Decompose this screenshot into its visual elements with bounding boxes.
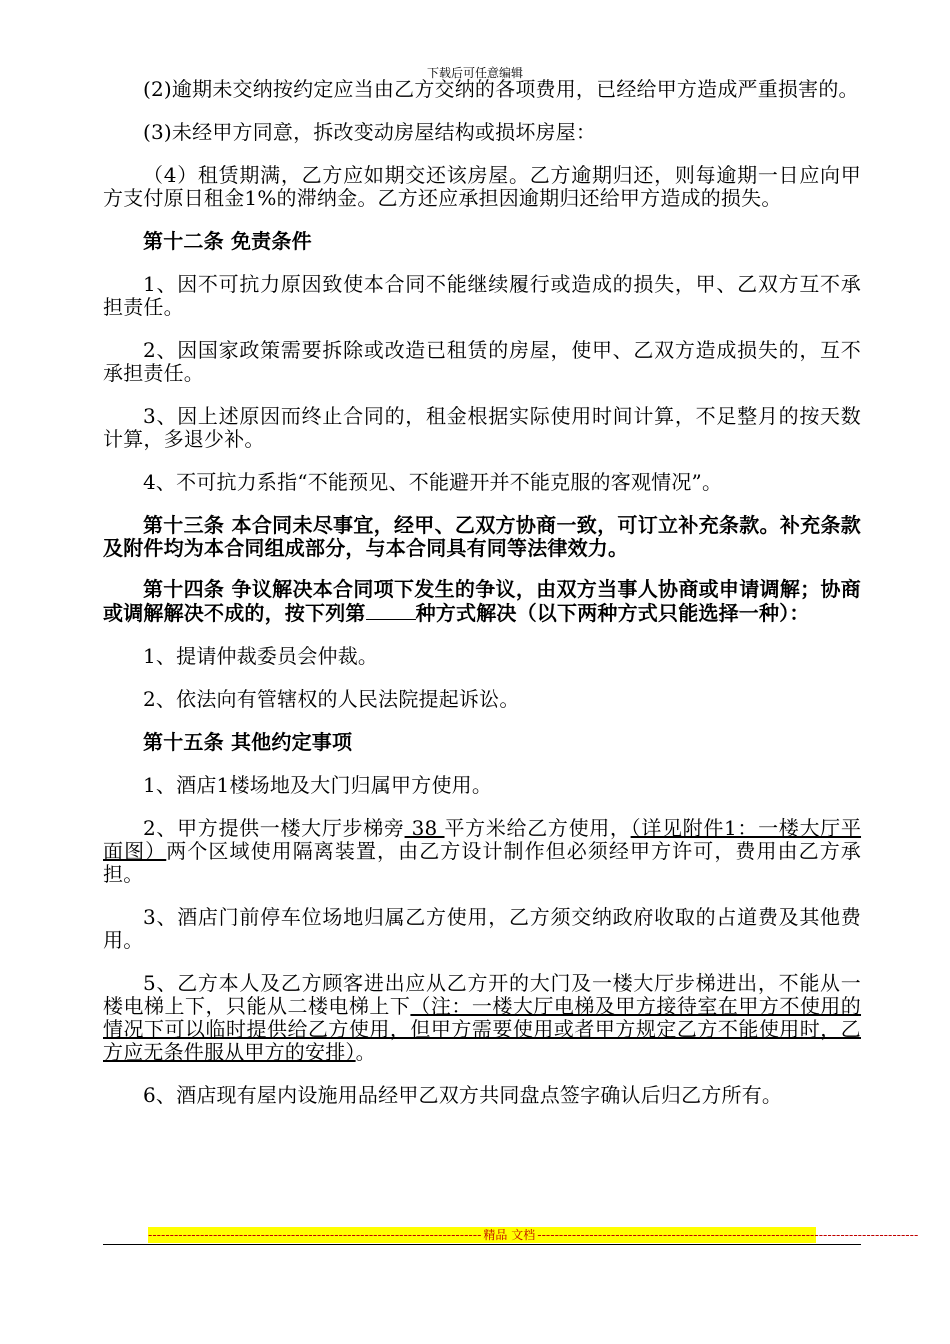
item-5-note: （注：一楼大厅电梯及甲方接待室在甲方不使用的情况下可以临时提供给乙方使用，但甲方需要使用或者甲方规定乙方不能使用时，乙方应无条件服从甲方的安排）	[103, 994, 862, 1064]
clause-item-3: (3)未经甲方同意，拆改变动房屋结构或损坏房屋：	[143, 120, 597, 144]
article-15-item-1: 1、酒店1楼场地及大门归属甲方使用。	[143, 773, 493, 797]
article-15-item-6: 6、酒店现有屋内设施用品经甲乙双方共同盘点签字确认后归乙方所有。	[143, 1083, 783, 1107]
article-12-heading: 第十二条 免责条件	[143, 229, 312, 253]
footer-banner	[148, 1227, 919, 1243]
article-15-item-2	[103, 817, 861, 886]
article-15-heading: 第十五条 其他约定事项	[143, 730, 353, 754]
article-14-option-1: 1、提请仲裁委员会仲裁。	[143, 644, 379, 668]
item-2-area-value: 38	[404, 816, 445, 840]
item-5-text-a: 5、乙方本人及乙方顾客进出应从乙方开的大门及一楼大厅步梯进出，不能从一楼电梯上下，只能从二楼电梯上下	[103, 971, 861, 1018]
article-13: 第十三条 本合同未尽事宜，经甲、乙双方协商一致，可订立补充条款。补充条款及附件均为本合同组成部分，与本合同具有同等法律效力。	[103, 513, 861, 560]
clause-item-2: (2)逾期未交纳按约定应当由乙方交纳的各项费用，已经给甲方造成严重损害的。	[143, 77, 859, 101]
article-15-item-3: 3、酒店门前停车位场地归属乙方使用，乙方须交纳政府收取的占道费及其他费用。	[103, 905, 861, 952]
footer-dashes-right: ----------------------------------------------------------------------------------------	[537, 1228, 919, 1242]
article-12-item-2: 2、因国家政策需要拆除或改造已租赁的房屋，使甲、乙双方造成损失的，互不承担责任。	[103, 338, 861, 385]
item-2-text-b: 平方米给乙方使用，	[444, 816, 631, 840]
article-12-item-3: 3、因上述原因而终止合同的，租金根据实际使用时间计算，不足整月的按天数计算，多退少补。	[103, 404, 861, 451]
item-2-text-a: 2、甲方提供一楼大厅步梯旁	[143, 816, 405, 840]
item-5-text-b: 。	[355, 1040, 376, 1064]
item-2-text-c: 两个区域使用隔离装置，由乙方设计制作但必须经甲方许可，费用由乙方承担。	[103, 839, 861, 886]
item-2-attachment-ref: （详见附件1：一楼大厅平面图）	[103, 816, 862, 863]
article-14-text-after: 种方式解决（以下两种方式只能选择一种）：	[415, 601, 810, 625]
article-15-item-5	[103, 972, 861, 1064]
document-body	[103, 78, 861, 1127]
article-14	[103, 578, 861, 625]
footer-divider	[103, 1244, 861, 1245]
footer-dashes-left: -----------------------------------------------------------------------------	[148, 1228, 482, 1242]
article-14-text-before: 第十四条 争议解决本合同项下发生的争议，由双方当事人协商或申请调解；协商或调解解决不成的，按下列第	[103, 577, 861, 625]
footer-label: 精品 文档	[483, 1228, 536, 1242]
header-note: 下载后可任意编辑	[426, 66, 523, 80]
article-14-option-2: 2、依法向有管辖权的人民法院提起诉讼。	[143, 687, 520, 711]
choice-blank	[366, 601, 416, 620]
article-12-item-4: 4、不可抗力系指“不能预见、不能避开并不能克服的客观情况”。	[143, 470, 723, 494]
clause-item-4: （4）租赁期满，乙方应如期交还该房屋。乙方逾期归还，则每逾期一日应向甲方支付原日租金1%的滞纳金。乙方还应承担因逾期归还给甲方造成的损失。	[103, 163, 861, 210]
article-12-item-1: 1、因不可抗力原因致使本合同不能继续履行或造成的损失，甲、乙双方互不承担责任。	[103, 272, 861, 319]
